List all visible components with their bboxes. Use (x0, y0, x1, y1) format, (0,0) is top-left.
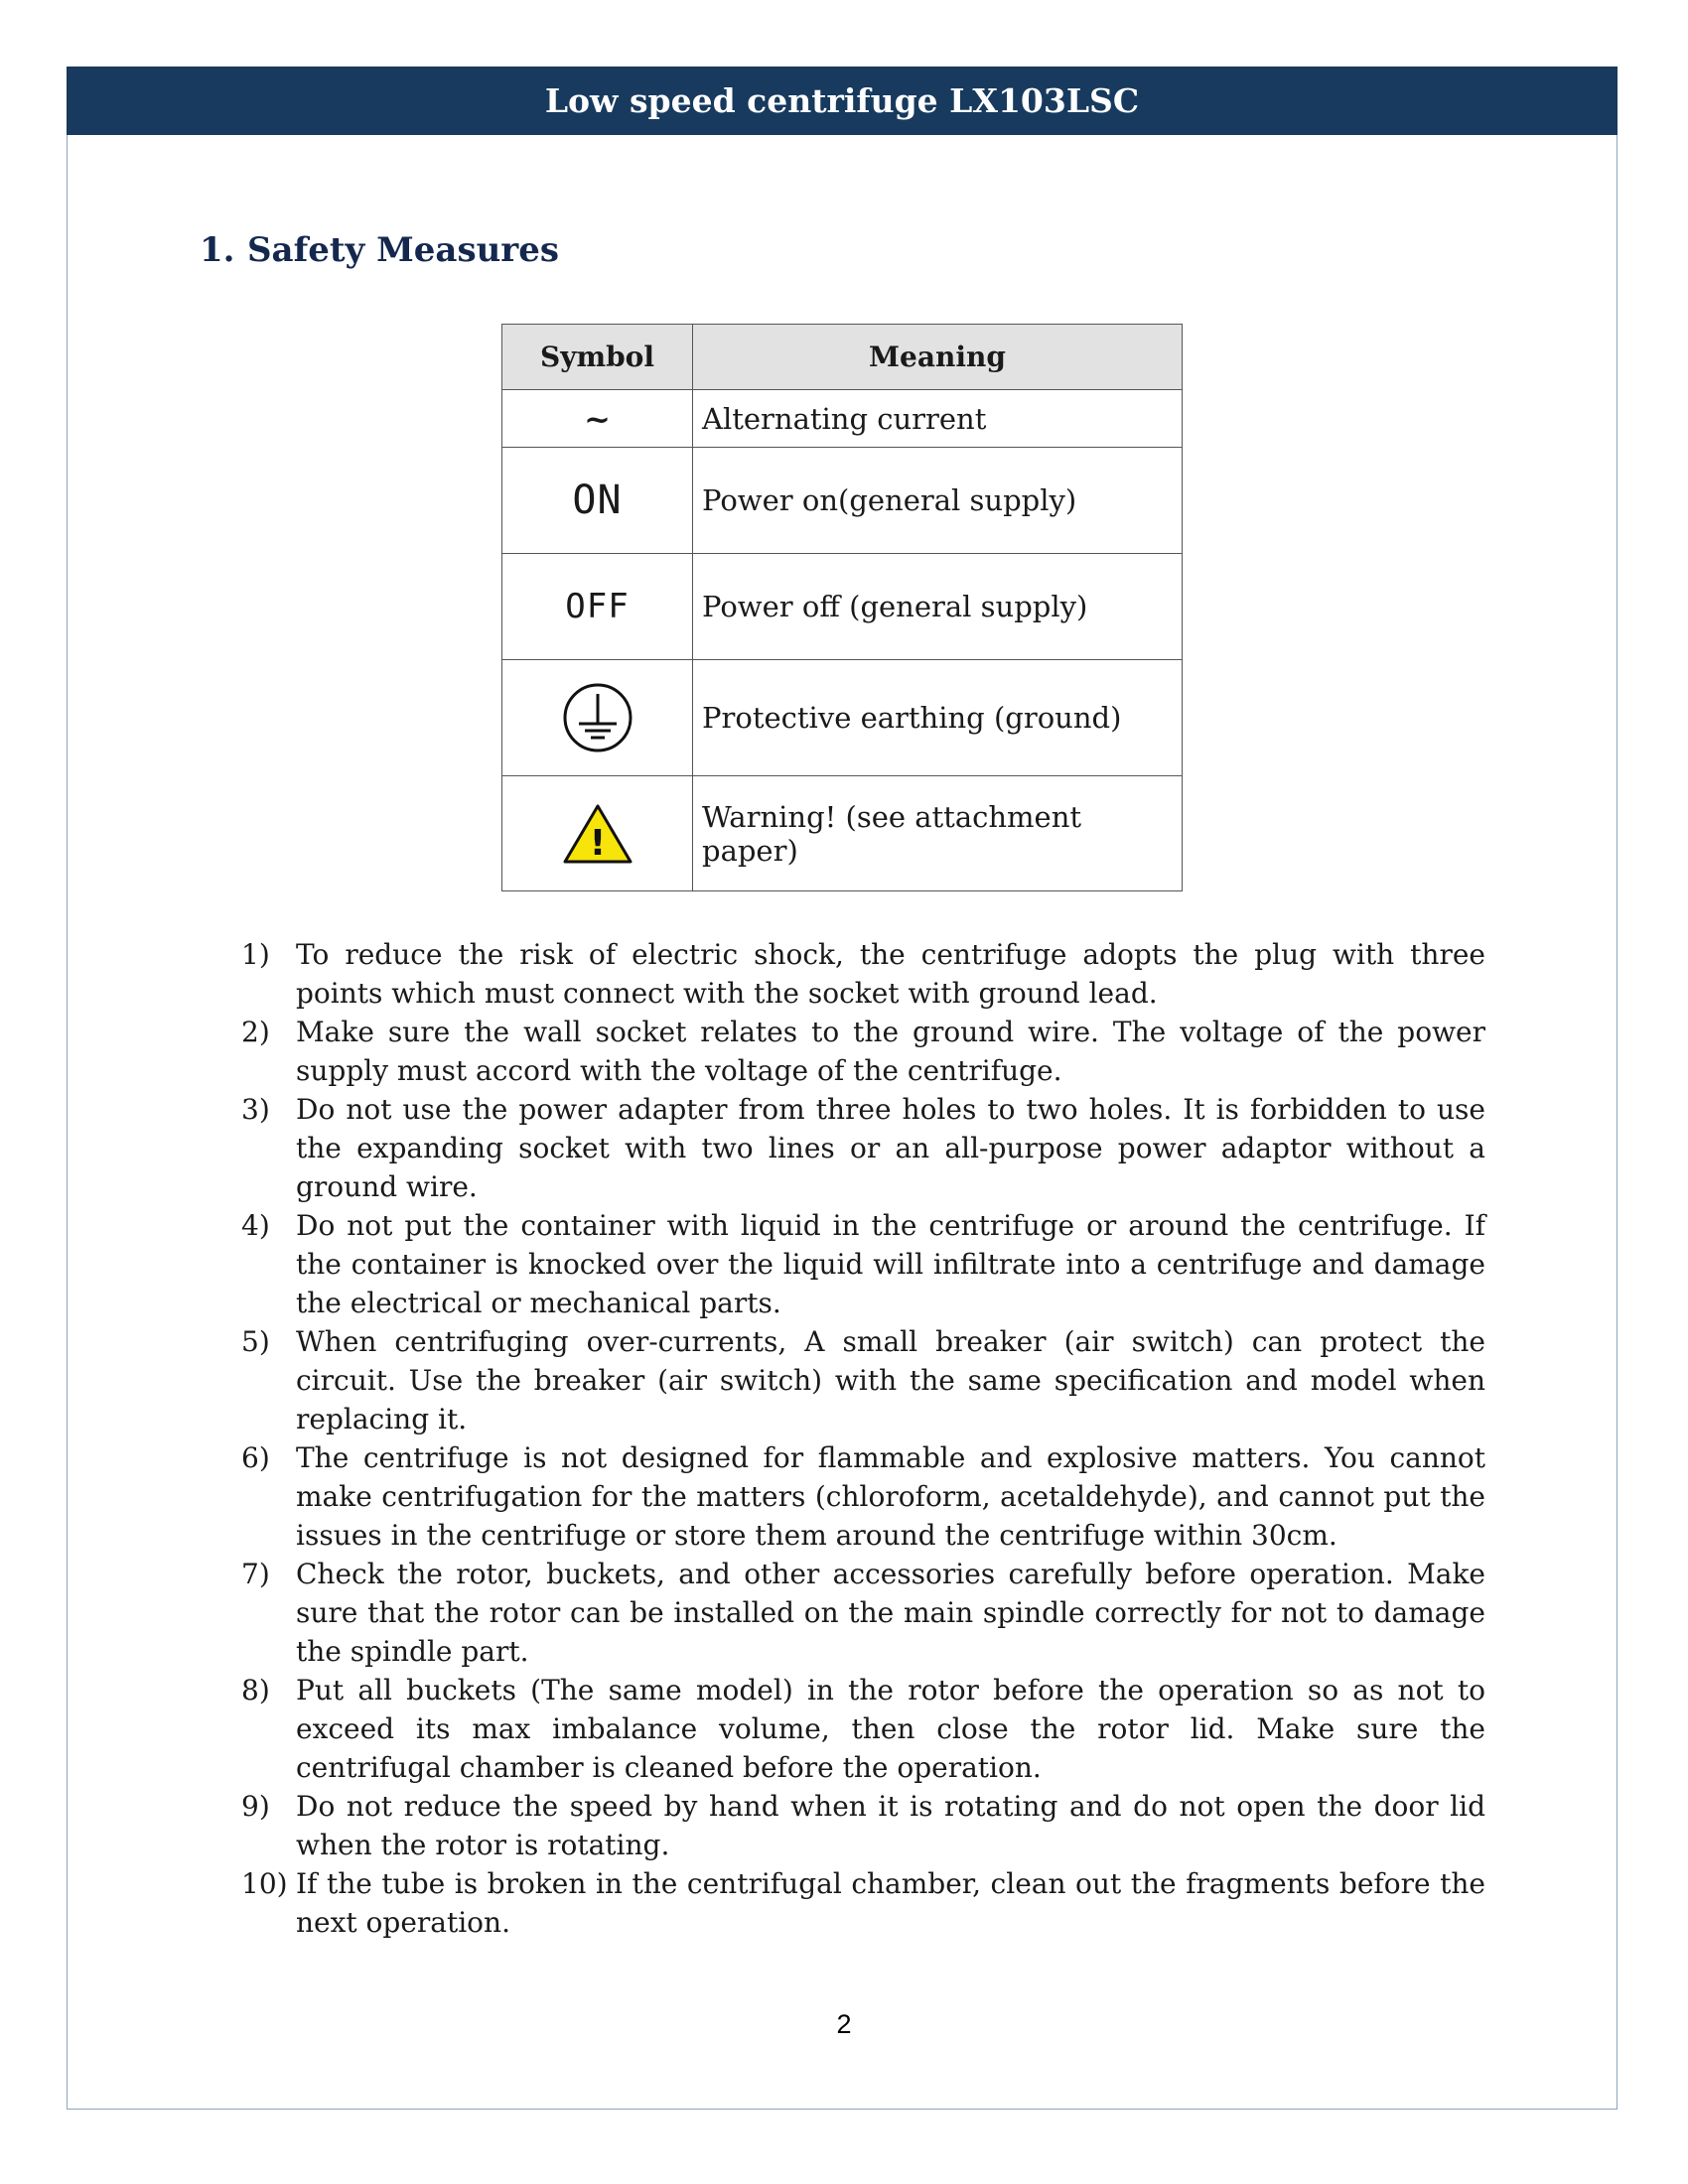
list-item-text: Do not reduce the speed by hand when it is rotating and do not open the door lid when the rotor is rotating. (296, 1790, 1485, 1861)
power-on-icon: ON (572, 478, 623, 523)
list-item-text: Make sure the wall socket relates to the ground wire. The voltage of the power supply must accord with the voltage of the centrifuge. (296, 1016, 1485, 1087)
tilde-icon: ~ (584, 399, 611, 438)
list-item-number: 2) (241, 1016, 270, 1048)
warning-triangle-icon (562, 802, 633, 866)
list-item-number: 1) (241, 938, 270, 971)
list-item-text: Put all buckets (The same model) in the rotor before the operation so as not to exceed its max imbalance volume, then close the rotor lid. Make sure the centrifugal chamber is cleaned before the operation. (296, 1674, 1485, 1784)
table-row (502, 554, 1183, 660)
list-item-text: Do not use the power adapter from three holes to two holes. It is forbidden to use the expanding socket with two lines or an all-purpose power adaptor without a ground wire. (296, 1093, 1485, 1203)
power-off-icon: OFF (565, 587, 630, 626)
section-heading (200, 230, 559, 270)
list-item (241, 1555, 1485, 1671)
list-item-text: If the tube is broken in the centrifugal chamber, clean out the fragments before the next operation. (296, 1867, 1485, 1939)
list-item-number: 8) (241, 1674, 270, 1706)
column-header-meaning: Meaning (693, 325, 1183, 390)
list-item (241, 1322, 1485, 1438)
list-item (241, 1206, 1485, 1322)
symbol-cell (502, 390, 693, 448)
list-item-number: 6) (241, 1441, 270, 1474)
symbol-cell (502, 554, 693, 660)
list-item-number: 9) (241, 1790, 270, 1823)
list-item (241, 935, 1485, 1013)
list-item-number: 3) (241, 1093, 270, 1126)
table-row (502, 660, 1183, 776)
warning-mark: ! (589, 822, 606, 864)
table-row (502, 390, 1183, 448)
symbol-cell (502, 448, 693, 554)
list-item (241, 1787, 1485, 1864)
page-number: 2 (836, 2009, 852, 2039)
column-header-symbol: Symbol (502, 325, 693, 390)
section-title: Safety Measures (247, 230, 559, 270)
meaning-cell: Warning! (see attachment paper) (693, 776, 1183, 891)
list-item (241, 1090, 1485, 1206)
list-item (241, 1013, 1485, 1090)
meaning-cell: Power off (general supply) (693, 554, 1183, 660)
safety-measures-list (241, 935, 1485, 1942)
list-item-text: Do not put the container with liquid in the centrifuge or around the centrifuge. If the container is knocked over the liquid will infiltrate into a centrifuge and damage the electrical or mechanical parts. (296, 1209, 1485, 1319)
symbol-cell (502, 660, 693, 776)
list-item-number: 7) (241, 1558, 270, 1590)
list-item (241, 1671, 1485, 1787)
meaning-cell: Alternating current (693, 390, 1183, 448)
list-item (241, 1438, 1485, 1555)
header-title: Low speed centrifuge LX103LSC (544, 81, 1140, 120)
header-bar (67, 67, 1618, 135)
symbol-cell (502, 776, 693, 891)
list-item-text: Check the rotor, buckets, and other accessories carefully before operation. Make sure that the rotor can be installed on the main spindle correctly for not to damage the spindle part. (296, 1558, 1485, 1668)
list-item-number: 5) (241, 1325, 270, 1358)
list-item-number: 4) (241, 1209, 270, 1242)
protective-earth-icon (560, 680, 635, 755)
section-number: 1. (200, 230, 235, 270)
table-row (502, 776, 1183, 891)
meaning-cell: Power on(general supply) (693, 448, 1183, 554)
table-row (502, 448, 1183, 554)
list-item-text: When centrifuging over-currents, A small breaker (air switch) can protect the circuit. Use the breaker (air switch) with the same specification and model when replacing it. (296, 1325, 1485, 1435)
list-item-text: The centrifuge is not designed for flammable and explosive matters. You cannot make centrifugation for the matters (chloroform, acetaldehyde), and cannot put the issues in the centrifuge or store them around the centrifuge within 30cm. (296, 1441, 1485, 1552)
list-item (241, 1864, 1485, 1942)
meaning-cell: Protective earthing (ground) (693, 660, 1183, 776)
list-item-text: To reduce the risk of electric shock, the centrifuge adopts the plug with three points which must connect with the socket with ground lead. (296, 938, 1485, 1010)
table-header-row (502, 325, 1183, 390)
list-item-number: 10) (241, 1867, 288, 1900)
symbol-table (501, 324, 1183, 891)
